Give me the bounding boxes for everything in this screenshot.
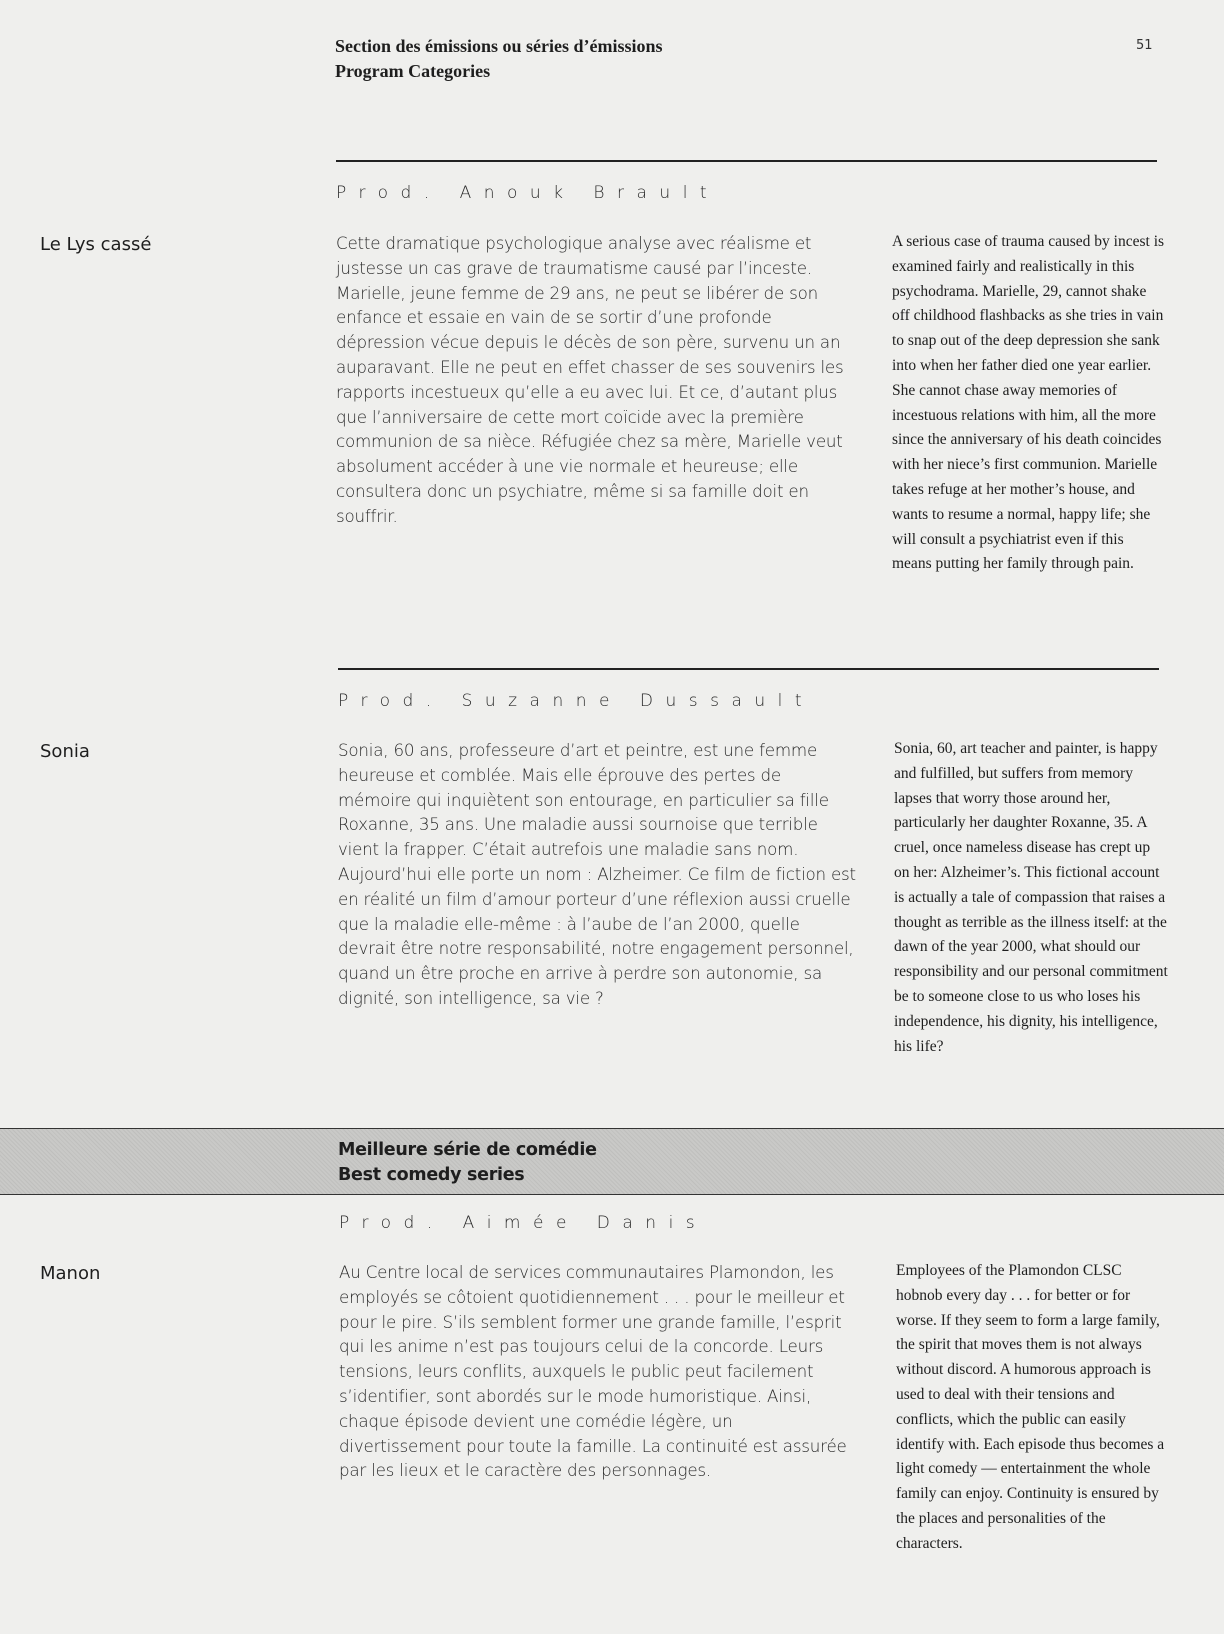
section-title-fr: Section des émissions ou séries d’émissions [335, 36, 663, 56]
category-banner [0, 1128, 1224, 1195]
program-title: Le Lys cassé [40, 234, 152, 255]
producer-credit: Prod. Suzanne Dussault [338, 691, 815, 711]
description-en: Sonia, 60, art teacher and painter, is happy and fulfilled, but suffers from memory lapses that worry those around her, particularly her daughter Roxanne, 35. A cruel, once nameless disease has crept up on her: Alzheimer’s. This fictional account is actually a tale of compassion that raises a thought as terrible as the illness itself: at the dawn of the year 2000, what should our responsibility and our personal commitment be to someone close to us who loses his independence, his dignity, his intelligence, his life? [894, 740, 1168, 1055]
program-title: Manon [40, 1263, 101, 1284]
producer-credit: Prod. Anouk Brault [336, 183, 720, 203]
description-en: Employees of the Plamondon CLSC hobnob every day . . . for better or for worse. If they seem to form a large family, the spirit that moves them is not always without discord. A humorous approach is used to deal with their tensions and conflicts, which the public can easily identify with. Each episode thus becomes a light comedy — entertainment the whole family can enjoy. Continuity is ensured by the places and personalities of the characters. [896, 1262, 1165, 1552]
description-en: A serious case of trauma caused by incest is examined fairly and realistically in this psychodrama. Marielle, 29, cannot shake off childhood flashbacks as she tries in vain to snap out of the deep depression she sank into when her father died one year earlier. She cannot chase away memories of incestuous relations with him, all the more since the anniversary of his death coincides with her niece’s first communion. Marielle takes refuge at her mother’s house, and wants to resume a normal, happy life; she will consult a psychiatrist even if this means putting her family through pain. [892, 233, 1165, 573]
description-fr: Au Centre local de services communautaires Plamondon, les employés se côtoient quotidiennement . . . pour le meilleur et pour le pire. S’ils semblent former une grande famille, l’esprit qui les anime n’est pas toujours celui de la concorde. Leurs tensions, leurs conflits, auxquels le public peut facilement s’identifier, sont abordés sur le mode humoristique. Ainsi, chaque épisode devient une comédie légère, un divertissement pour toute la famille. La continuité est assurée par les lieux et le caractère des personnages. [339, 1262, 847, 1481]
category-title-en: Best comedy series [338, 1165, 525, 1185]
page-number: 51 [1136, 38, 1153, 53]
category-title-fr: Meilleure série de comédie [338, 1140, 597, 1160]
divider-rule [336, 160, 1157, 162]
section-title-en: Program Categories [335, 61, 491, 81]
description-fr: Cette dramatique psychologique analyse avec réalisme et justesse un cas grave de traumatisme causé par l’inceste. Marielle, jeune femme de 29 ans, ne peut se libérer de son enfance et essaie en vain de se sortir d’une profonde dépression vécue depuis le décès de son père, survenu un an auparavant. Elle ne peut en effet chasser de ses souvenirs les rapports incestueux qu’elle a eu avec lui. Et ce, d’autant plus que l’anniversaire de cette mort coïcide avec la première communion de sa nièce. Réfugiée chez sa mère, Marielle veut absolument accéder à une vie normale et heureuse; elle consultera donc un psychiatre, même si sa famille doit en souffrir. [336, 233, 844, 526]
page-header [335, 34, 663, 84]
program-title: Sonia [40, 741, 90, 762]
description-fr: Sonia, 60 ans, professeure d’art et peintre, est une femme heureuse et comblée. Mais elle éprouve des pertes de mémoire qui inquiètent son entourage, en particulier sa fille Roxanne, 35 ans. Une maladie aussi sournoise que terrible vient la frapper. C’était autrefois une maladie sans nom. Aujourd’hui elle porte un nom : Alzheimer. Ce film de fiction est en réalité un film d’amour porteur d’une réflexion aussi cruelle que la maladie elle-même : à l’aube de l’an 2000, quelle devrait être notre responsabilité, notre engagement personnel, quand un être proche en arrive à perdre son autonomie, sa dignité, son intelligence, sa vie ? [338, 740, 856, 1008]
category-title [338, 1138, 597, 1188]
producer-credit: Prod. Aimée Danis [339, 1213, 708, 1233]
divider-rule [338, 668, 1159, 670]
